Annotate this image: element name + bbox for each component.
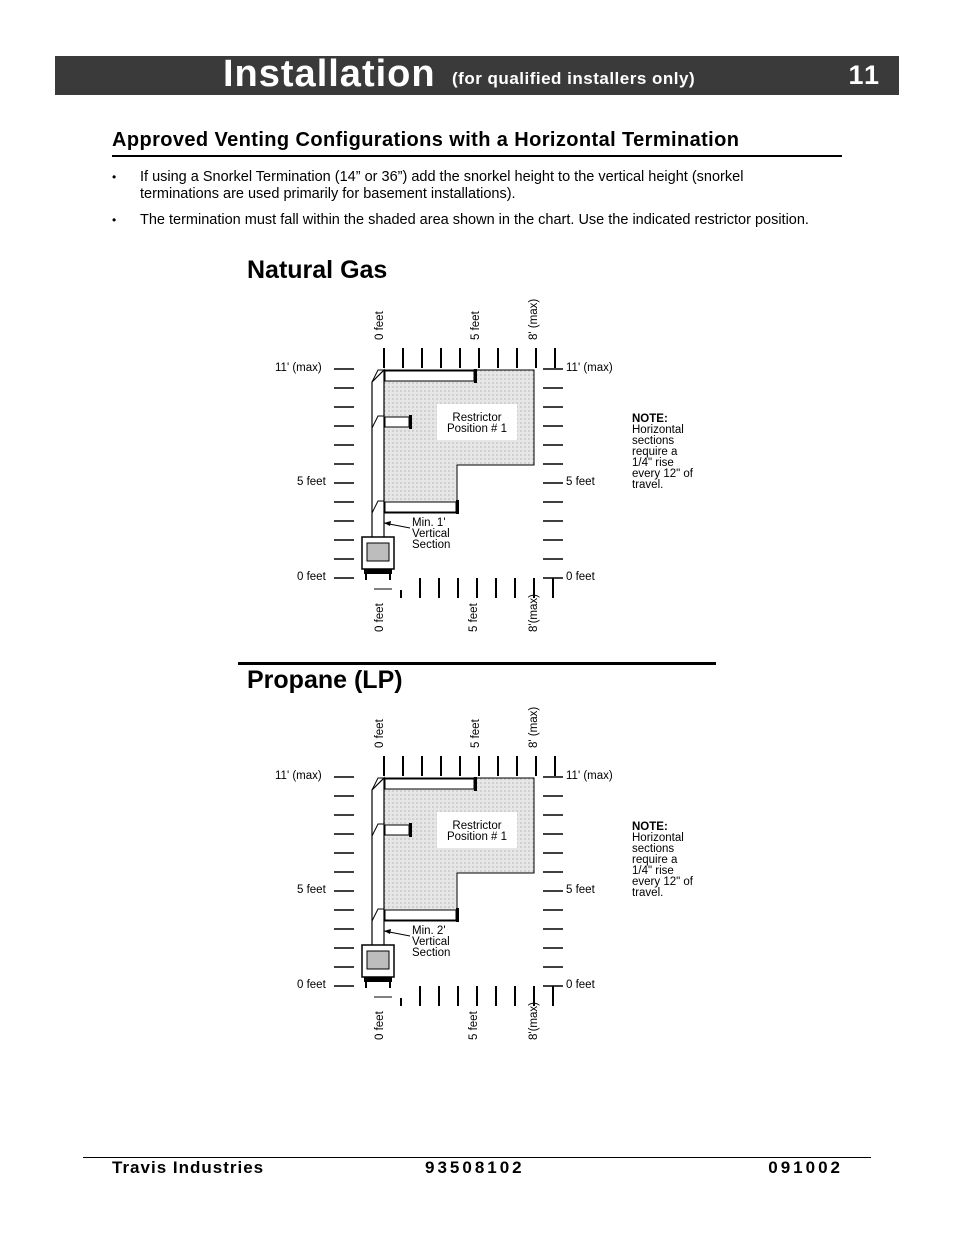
horizontal-vent-top xyxy=(385,779,474,789)
left-axis-label-mid: 5 feet xyxy=(297,884,326,896)
note-line: sections xyxy=(632,435,675,447)
bottom-axis-label: 0 feet xyxy=(374,1011,386,1040)
bullet-list xyxy=(112,169,812,238)
bullet-text: If using a Snorkel Termination (14” or 36”) add the snorkel height to the vertical height (snorkel terminations are used primarily for basement installations). xyxy=(140,169,744,202)
bottom-axis-label: 0 feet xyxy=(374,603,386,632)
horizontal-vent-low xyxy=(385,910,456,920)
note-line: every 12" of xyxy=(632,876,693,888)
footer-company: Travis Industries xyxy=(112,1158,265,1177)
left-axis-label-max: 11' (max) xyxy=(275,362,322,374)
note-line: 1/4" rise xyxy=(632,865,674,877)
note-title: NOTE: xyxy=(632,413,668,425)
restrictor-label-line2: Position # 1 xyxy=(446,831,508,843)
horizontal-vent-mid xyxy=(385,417,409,427)
termination-shaded-area xyxy=(384,778,534,921)
page-title: Installation xyxy=(223,53,436,95)
footer-doc-number: 93508102 xyxy=(425,1158,525,1177)
propane-title: Propane (LP) xyxy=(247,666,403,694)
left-axis-label-mid: 5 feet xyxy=(297,476,326,488)
termination-cap-low xyxy=(456,500,459,514)
note-line: require a xyxy=(632,446,678,458)
horizontal-vent-low xyxy=(385,502,456,512)
left-axis-label-zero: 0 feet xyxy=(297,979,326,991)
horizontal-vent-mid xyxy=(385,825,409,835)
stove-window xyxy=(367,543,389,561)
bottom-axis-label: 5 feet xyxy=(468,603,480,632)
top-axis-label: 0 feet xyxy=(374,311,386,340)
note-line: Horizontal xyxy=(632,424,684,436)
restrictor-label-line2: Position # 1 xyxy=(446,423,508,435)
section-divider xyxy=(238,662,716,665)
restrictor-label-line1: Restrictor xyxy=(452,412,502,424)
top-axis-label: 8' (max) xyxy=(528,706,540,748)
horizontal-vent-top xyxy=(385,371,474,381)
note-line: 1/4" rise xyxy=(632,457,674,469)
natural-gas-venting-diagram xyxy=(0,290,954,650)
note-line: require a xyxy=(632,854,678,866)
top-axis-label: 8' (max) xyxy=(528,298,540,340)
left-axis-label-max: 11' (max) xyxy=(275,770,322,782)
note-line: every 12" of xyxy=(632,468,693,480)
top-axis-label: 5 feet xyxy=(470,719,482,748)
header-banner xyxy=(55,53,899,95)
min-vertical-label-line1: Min. 1' xyxy=(412,517,446,529)
min-vertical-label-line2: Vertical xyxy=(412,528,450,540)
bottom-axis-label: 8'(max) xyxy=(528,1002,540,1040)
right-axis-label-max: 11' (max) xyxy=(566,362,613,374)
note-line: sections xyxy=(632,843,675,855)
bullet-dot: • xyxy=(112,213,117,227)
propane-venting-diagram xyxy=(0,698,954,1058)
termination-cap-mid xyxy=(409,415,412,429)
min-vertical-label-line3: Section xyxy=(412,539,451,551)
bullet-dot: • xyxy=(112,170,117,184)
termination-cap-mid xyxy=(409,823,412,837)
left-axis-label-zero: 0 feet xyxy=(297,571,326,583)
min-vertical-label-line3: Section xyxy=(412,947,451,959)
min-vertical-label-line1: Min. 2' xyxy=(412,925,446,937)
note-line: Horizontal xyxy=(632,832,684,844)
bullet-text: The termination must fall within the shaded area shown in the chart. Use the indicated restrictor position. xyxy=(140,212,809,228)
bullet-item xyxy=(112,169,812,203)
min-vertical-label-line2: Vertical xyxy=(412,936,450,948)
vertical-vent-pipe xyxy=(372,778,384,948)
page-footer xyxy=(83,1157,871,1182)
note-title: NOTE: xyxy=(632,821,668,833)
termination-cap-top xyxy=(474,369,477,383)
vertical-vent-pipe xyxy=(372,370,384,540)
termination-cap-low xyxy=(456,908,459,922)
termination-shaded-area xyxy=(384,370,534,513)
bottom-axis-label: 5 feet xyxy=(468,1011,480,1040)
restrictor-label-line1: Restrictor xyxy=(452,820,502,832)
right-axis-label-zero: 0 feet xyxy=(566,571,595,583)
right-axis-label-max: 11' (max) xyxy=(566,770,613,782)
stove-base xyxy=(364,977,392,982)
page-number: 11 xyxy=(848,60,881,90)
footer-date-code: 091002 xyxy=(768,1158,843,1177)
min-vertical-arrowhead xyxy=(384,929,391,934)
bullet-item xyxy=(112,212,812,229)
top-axis-label: 5 feet xyxy=(470,311,482,340)
page-subtitle: (for qualified installers only) xyxy=(452,69,696,88)
right-axis-label-mid: 5 feet xyxy=(566,884,595,896)
note-line: travel. xyxy=(632,479,664,491)
note-line: travel. xyxy=(632,887,664,899)
section-heading: Approved Venting Configurations with a Horizontal Termination xyxy=(112,129,842,157)
right-axis-label-zero: 0 feet xyxy=(566,979,595,991)
top-axis-label: 0 feet xyxy=(374,719,386,748)
stove-window xyxy=(367,951,389,969)
natural-gas-title: Natural Gas xyxy=(247,256,388,284)
bottom-axis-label: 8'(max) xyxy=(528,594,540,632)
stove-base xyxy=(364,569,392,574)
min-vertical-arrowhead xyxy=(384,521,391,526)
termination-cap-top xyxy=(474,777,477,791)
right-axis-label-mid: 5 feet xyxy=(566,476,595,488)
